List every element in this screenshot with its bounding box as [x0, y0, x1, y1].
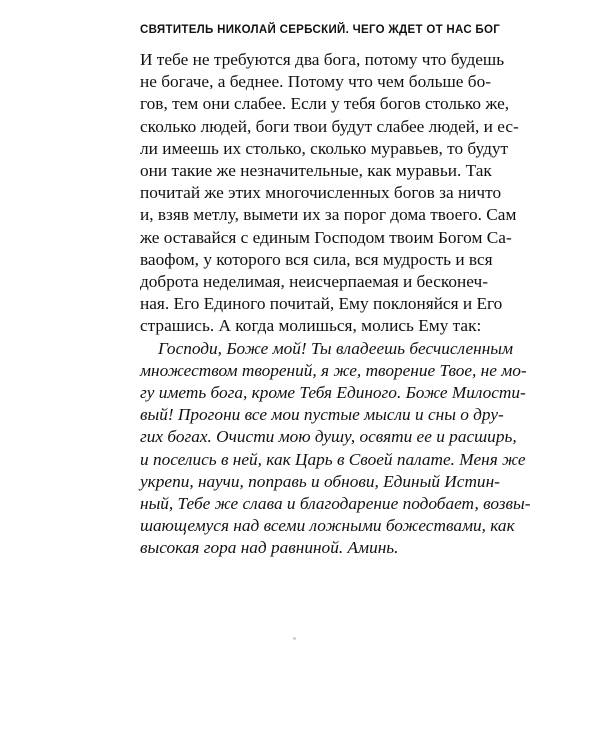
text-line: ли имеешь их столько, сколько муравьев, то будут [140, 138, 509, 158]
text-line: доброта неделимая, неисчерпаемая и бесконеч- [140, 272, 488, 292]
prayer-line: вый! Прогони все мои пустые мысли и сны о дру- [140, 405, 504, 425]
prayer-line: множеством творений, я же, творение Твое, не мо- [140, 360, 527, 380]
prayer-line: Господи, Боже мой! Ты владеешь бесчисленным [158, 338, 514, 358]
text-line: и, взяв метлу, вымети их за порог дома твоего. Сам [140, 205, 517, 225]
text-line: же оставайся с единым Господом твоим Богом Са- [140, 227, 512, 247]
main-text [140, 49, 600, 560]
text-line: страшись. А когда молишься, молись Ему так: [140, 316, 482, 336]
prayer-line: гу иметь бога, кроме Тебя Единого. Боже Милости- [140, 383, 526, 403]
prayer-line: и поселись в ней, как Царь в Своей палате. Меня же [140, 449, 526, 469]
running-head: СВЯТИТЕЛЬ НИКОЛАЙ СЕРБСКИЙ. ЧЕГО ЖДЕТ ОТ НАС БОГ [140, 24, 501, 36]
prayer-line: ный, Тебе же слава и благодарение подобает, возвы- [140, 494, 531, 514]
text-line: сколько людей, боги твои будут слабее людей, и ес- [140, 116, 519, 136]
text-line: ная. Его Единого почитай, Ему поклоняйся и Его [140, 294, 503, 314]
scan-dot [293, 637, 296, 640]
text-line: ваофом, у которого вся сила, вся мудрость и вся [140, 249, 493, 269]
prayer-line: шающемуся над всеми ложными божествами, как [140, 516, 515, 536]
text-line: И тебе не требуются два бога, потому что будешь [140, 50, 505, 69]
text-line: не богаче, а беднее. Потому что чем больше бо- [140, 72, 491, 92]
prayer-line: гих богах. Очисти мою душу, освяти ее и расширь, [140, 427, 517, 447]
prayer-line: высокая гора над равниной. Аминь. [140, 538, 399, 558]
prayer-line: укрепи, научи, поправь и обнови, Единый Истин- [140, 471, 500, 491]
text-line: почитай же этих многочисленных богов за ничто [140, 183, 502, 203]
text-line: они такие же незначительные, как муравьи. Так [140, 161, 492, 181]
text-line: гов, тем они слабее. Если у тебя богов столько же, [140, 94, 510, 114]
